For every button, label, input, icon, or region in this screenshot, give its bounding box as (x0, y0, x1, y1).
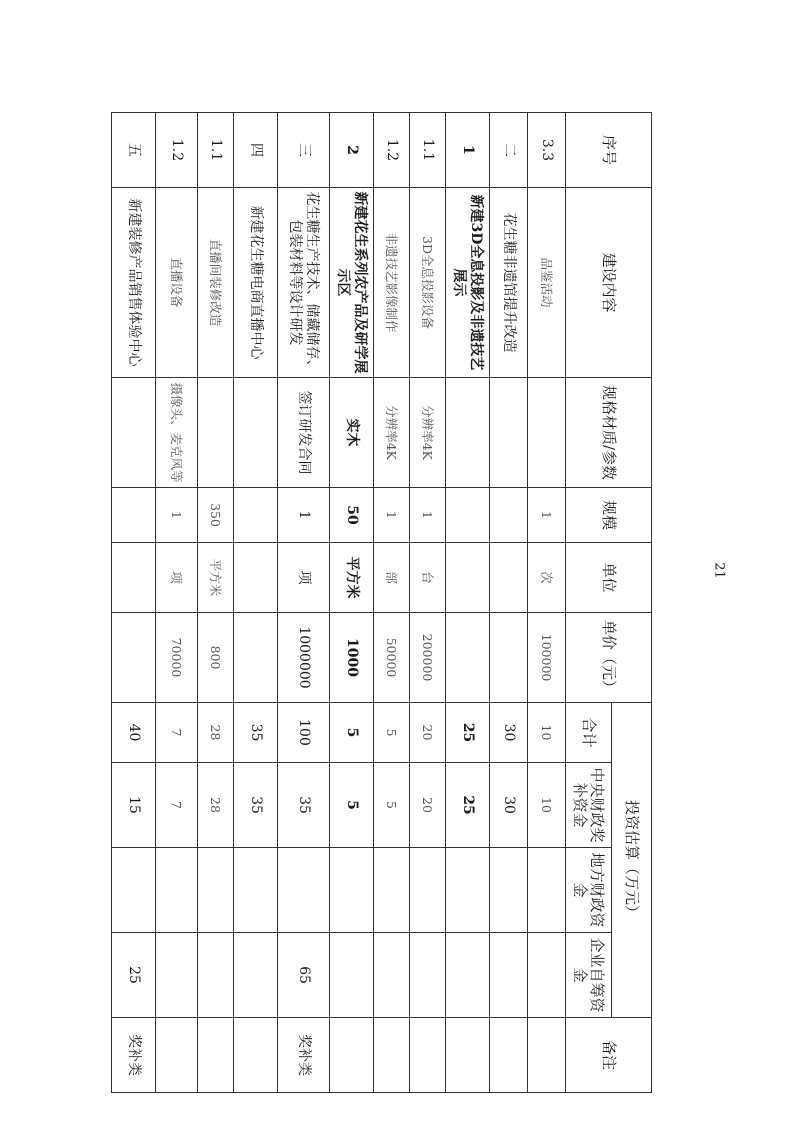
cell-scale: 1 (278, 488, 330, 543)
cell-price: 50000 (374, 613, 410, 703)
cell-seq: 1.2 (374, 113, 410, 188)
cell-self: 25 (112, 933, 156, 1018)
cell-local (330, 848, 374, 933)
cell-central: 7 (156, 763, 198, 848)
cell-local (234, 848, 278, 933)
cell-total: 20 (410, 703, 446, 763)
cell-local (198, 848, 234, 933)
cell-total: 5 (330, 703, 374, 763)
header-scale: 规模 (566, 488, 652, 543)
cell-seq: 三 (278, 113, 330, 188)
cell-central: 30 (490, 763, 528, 848)
cell-self (234, 933, 278, 1018)
cell-scale (490, 488, 528, 543)
cell-local (490, 848, 528, 933)
cell-note: 奖补类 (278, 1018, 330, 1093)
cell-seq: 3.3 (528, 113, 566, 188)
cell-self (374, 933, 410, 1018)
cell-local (410, 848, 446, 933)
cell-total: 7 (156, 703, 198, 763)
cell-central: 25 (446, 763, 490, 848)
cell-unit: 台 (410, 543, 446, 613)
header-spec: 规格材质/参数 (566, 378, 652, 488)
cell-scale: 1 (156, 488, 198, 543)
cell-content: 花生糖非遗馆提升改造 (490, 188, 528, 378)
cell-price: 1000 (330, 613, 374, 703)
header-self: 企业自筹资金 (566, 933, 612, 1018)
cell-central: 20 (410, 763, 446, 848)
cell-central: 15 (112, 763, 156, 848)
header-central: 中央财政奖补资金 (566, 763, 612, 848)
cell-total: 30 (490, 703, 528, 763)
cell-self (330, 933, 374, 1018)
cell-price: 100000 (528, 613, 566, 703)
cell-local (374, 848, 410, 933)
cell-note (156, 1018, 198, 1093)
cell-spec (198, 378, 234, 488)
header-local: 地方财政资金 (566, 848, 612, 933)
cell-total: 25 (446, 703, 490, 763)
cell-seq: 1.1 (198, 113, 234, 188)
cell-spec (490, 378, 528, 488)
cell-scale: 350 (198, 488, 234, 543)
cell-central: 5 (330, 763, 374, 848)
cell-self (490, 933, 528, 1018)
cell-total: 28 (198, 703, 234, 763)
cell-local (528, 848, 566, 933)
cell-central: 10 (528, 763, 566, 848)
cell-local (446, 848, 490, 933)
cell-content: 直播间装修改造 (198, 188, 234, 378)
page-number: 21 (711, 562, 727, 579)
cell-spec (528, 378, 566, 488)
cell-self (198, 933, 234, 1018)
cell-content: 直播设备 (156, 188, 198, 378)
cell-unit: 次 (528, 543, 566, 613)
cell-central: 35 (278, 763, 330, 848)
cell-spec: 签订研发合同 (278, 378, 330, 488)
cell-seq: 1.1 (410, 113, 446, 188)
cell-local (278, 848, 330, 933)
cell-note (374, 1018, 410, 1093)
header-unit: 单位 (566, 543, 652, 613)
cell-self (410, 933, 446, 1018)
header-seq: 序号 (566, 113, 652, 188)
cell-note (330, 1018, 374, 1093)
cell-price (112, 613, 156, 703)
header-total: 合计 (566, 703, 612, 763)
cell-local (156, 848, 198, 933)
cell-unit: 项 (278, 543, 330, 613)
cell-note (490, 1018, 528, 1093)
cell-seq: 1 (446, 113, 490, 188)
cell-price (446, 613, 490, 703)
cell-scale: 50 (330, 488, 374, 543)
cell-total: 5 (374, 703, 410, 763)
cell-seq: 二 (490, 113, 528, 188)
cell-unit: 部 (374, 543, 410, 613)
cell-price: 200000 (410, 613, 446, 703)
cell-scale: 1 (374, 488, 410, 543)
cell-unit (446, 543, 490, 613)
cell-self (528, 933, 566, 1018)
cell-content: 新建3D全息投影及非遗技艺展示 (446, 188, 490, 378)
cell-central: 35 (234, 763, 278, 848)
table-row (234, 113, 278, 1093)
cell-self (446, 933, 490, 1018)
table-row (374, 113, 410, 1093)
cell-content: 花生糖生产技术、储藏储存、包装材料等设计研发 (278, 188, 330, 378)
cell-total: 100 (278, 703, 330, 763)
cell-price: 70000 (156, 613, 198, 703)
table-row (410, 113, 446, 1093)
header-invest: 投资估算（万元） (612, 703, 652, 1018)
cell-spec (112, 378, 156, 488)
cell-content: 非遗技艺影像制作 (374, 188, 410, 378)
cell-content: 新建花生糖电商直播中心 (234, 188, 278, 378)
table-row (490, 113, 528, 1093)
cell-scale (234, 488, 278, 543)
cell-self (156, 933, 198, 1018)
cell-unit: 平方米 (198, 543, 234, 613)
cell-central: 5 (374, 763, 410, 848)
cell-self: 65 (278, 933, 330, 1018)
cell-scale: 1 (410, 488, 446, 543)
cell-scale: 1 (528, 488, 566, 543)
cell-note (234, 1018, 278, 1093)
table-row (278, 113, 330, 1093)
cell-unit (490, 543, 528, 613)
investment-table (111, 112, 652, 1093)
cell-note (446, 1018, 490, 1093)
cell-unit: 项 (156, 543, 198, 613)
cell-unit (112, 543, 156, 613)
table-row (446, 113, 490, 1093)
rotated-table-area (124, 112, 652, 1077)
cell-total: 35 (234, 703, 278, 763)
header-note: 备注 (566, 1018, 652, 1093)
cell-seq: 2 (330, 113, 374, 188)
table-row (156, 113, 198, 1093)
header-price: 单价（元） (566, 613, 652, 703)
cell-spec: 实木 (330, 378, 374, 488)
cell-spec: 摄像头、麦克风等 (156, 378, 198, 488)
cell-local (112, 848, 156, 933)
cell-note (410, 1018, 446, 1093)
cell-seq: 四 (234, 113, 278, 188)
cell-scale (112, 488, 156, 543)
cell-unit (234, 543, 278, 613)
cell-note: 奖补类 (112, 1018, 156, 1093)
cell-spec (234, 378, 278, 488)
cell-total: 10 (528, 703, 566, 763)
cell-price (490, 613, 528, 703)
cell-note (198, 1018, 234, 1093)
cell-central: 28 (198, 763, 234, 848)
table-row (528, 113, 566, 1093)
cell-seq: 五 (112, 113, 156, 188)
cell-price: 800 (198, 613, 234, 703)
cell-spec (446, 378, 490, 488)
header-content: 建设内容 (566, 188, 652, 378)
cell-content: 品鉴活动 (528, 188, 566, 378)
cell-note (528, 1018, 566, 1093)
cell-spec: 分辨率4K (410, 378, 446, 488)
cell-spec: 分辨率4K (374, 378, 410, 488)
cell-unit: 平方米 (330, 543, 374, 613)
table-row (198, 113, 234, 1093)
cell-price: 1000000 (278, 613, 330, 703)
cell-content: 新建装修产品销售体验中心 (112, 188, 156, 378)
cell-seq: 1.2 (156, 113, 198, 188)
cell-scale (446, 488, 490, 543)
table-row (112, 113, 156, 1093)
cell-content: 新建花生系列农产品及研学展示区 (330, 188, 374, 378)
cell-price (234, 613, 278, 703)
table-row (330, 113, 374, 1093)
cell-total: 40 (112, 703, 156, 763)
cell-content: 3D全息投影设备 (410, 188, 446, 378)
